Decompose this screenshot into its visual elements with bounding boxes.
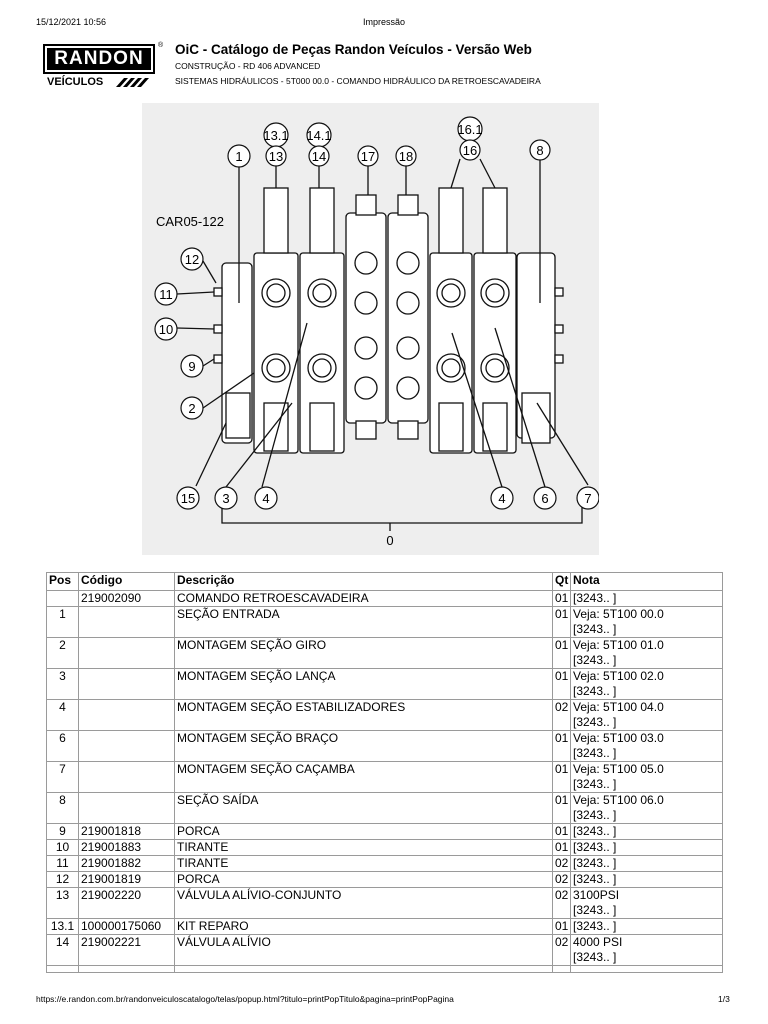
note-line: Veja: 5T100 06.0 (573, 793, 664, 807)
callout-label: 4 (498, 491, 506, 506)
callout-label: 10 (158, 322, 174, 337)
note-line: Veja: 5T100 02.0 (573, 669, 664, 683)
table-row-empty (47, 966, 723, 973)
callout-label: 0 (386, 533, 394, 548)
cell-qty: 02 (553, 856, 571, 872)
footer-page-number: 1/3 (718, 994, 730, 1004)
cell-code (79, 793, 175, 824)
note-line-ref: [3243.. ] (573, 653, 617, 667)
cell-code (79, 638, 175, 669)
note-line-ref: [3243.. ] (573, 950, 617, 964)
column-header-qty: Qt (553, 573, 571, 591)
callout-label: 4 (262, 491, 270, 506)
table-row (47, 919, 723, 935)
cell-pos: 3 (47, 669, 79, 700)
cell-empty (175, 966, 553, 973)
cell-pos: 4 (47, 700, 79, 731)
column-header-code: Código (79, 573, 175, 591)
cell-code: 219002090 (79, 591, 175, 607)
note-line: Veja: 5T100 03.0 (573, 731, 664, 745)
cell-qty: 01 (553, 824, 571, 840)
cell-description: KIT REPARO (175, 919, 553, 935)
table-row (47, 935, 723, 966)
cell-description: PORCA (175, 872, 553, 888)
table-row (47, 856, 723, 872)
cell-note (571, 856, 723, 872)
cell-note (571, 638, 723, 669)
cell-pos (47, 591, 79, 607)
cell-empty (571, 966, 723, 973)
cell-note (571, 872, 723, 888)
cell-pos: 2 (47, 638, 79, 669)
callout-label: 17 (360, 149, 376, 164)
cell-note (571, 762, 723, 793)
cell-description: MONTAGEM SEÇÃO GIRO (175, 638, 553, 669)
cell-description: MONTAGEM SEÇÃO CAÇAMBA (175, 762, 553, 793)
note-line: [3243.. ] (573, 872, 617, 886)
print-title: Impressão (362, 17, 406, 27)
cell-description: SEÇÃO ENTRADA (175, 607, 553, 638)
callout-label: 16.1 (457, 122, 483, 137)
page-title: OiC - Catálogo de Peças Randon Veículos - Versão Web (175, 42, 532, 57)
note-line: [3243.. ] (573, 919, 617, 933)
cell-qty: 01 (553, 840, 571, 856)
cell-pos: 6 (47, 731, 79, 762)
cell-note (571, 731, 723, 762)
cell-code: 100000175060 (79, 919, 175, 935)
column-header-description: Descrição (175, 573, 553, 591)
cell-note (571, 669, 723, 700)
cell-pos: 13.1 (47, 919, 79, 935)
logo-subtitle: VEÍCULOS (47, 76, 104, 88)
table-row (47, 638, 723, 669)
cell-code: 219002220 (79, 888, 175, 919)
cell-note (571, 824, 723, 840)
callout-label: 13 (268, 149, 284, 164)
note-line-ref: [3243.. ] (573, 684, 617, 698)
note-line: Veja: 5T100 00.0 (573, 607, 664, 621)
footer-url: https://e.randon.com.br/randonveiculoscatalogo/telas/popup.html?titulo=printPopTitulo&pagina=printPopPagina (36, 994, 454, 1004)
cell-qty: 02 (553, 700, 571, 731)
cell-description: MONTAGEM SEÇÃO BRAÇO (175, 731, 553, 762)
cell-description: PORCA (175, 824, 553, 840)
cell-description: VÁLVULA ALÍVIO-CONJUNTO (175, 888, 553, 919)
table-row (47, 607, 723, 638)
cell-description: MONTAGEM SEÇÃO LANÇA (175, 669, 553, 700)
cell-note (571, 919, 723, 935)
note-line: [3243.. ] (573, 824, 617, 838)
cell-pos: 9 (47, 824, 79, 840)
callout-label: 14 (311, 149, 327, 164)
logo-brand: RANDON (47, 48, 151, 70)
cell-code (79, 731, 175, 762)
cell-pos: 7 (47, 762, 79, 793)
breadcrumb-model: CONSTRUÇÃO - RD 406 ADVANCED (175, 61, 321, 71)
callout-label: 12 (184, 252, 200, 267)
cell-qty: 01 (553, 919, 571, 935)
cell-code: 219001819 (79, 872, 175, 888)
column-header-note: Nota (571, 573, 723, 591)
cell-description: VÁLVULA ALÍVIO (175, 935, 553, 966)
table-row (47, 824, 723, 840)
cell-empty (553, 966, 571, 973)
note-line-ref: [3243.. ] (573, 903, 617, 917)
table-row (47, 840, 723, 856)
cell-description: SEÇÃO SAÍDA (175, 793, 553, 824)
cell-qty: 01 (553, 762, 571, 793)
callout-label: 6 (541, 491, 549, 506)
cell-note (571, 935, 723, 966)
cell-description: MONTAGEM SEÇÃO ESTABILIZADORES (175, 700, 553, 731)
hydraulic-valve-drawing (142, 103, 599, 555)
cell-note (571, 591, 723, 607)
cell-note (571, 888, 723, 919)
exploded-view-diagram (142, 103, 599, 555)
cell-qty: 02 (553, 872, 571, 888)
note-line: [3243.. ] (573, 840, 617, 854)
cell-note (571, 793, 723, 824)
cell-note (571, 840, 723, 856)
cell-qty: 01 (553, 607, 571, 638)
table-row (47, 669, 723, 700)
callout-label: 1 (235, 149, 243, 164)
cell-qty: 01 (553, 591, 571, 607)
callout-label: 16 (462, 143, 478, 158)
cell-qty: 02 (553, 888, 571, 919)
cell-qty: 01 (553, 638, 571, 669)
cell-empty (47, 966, 79, 973)
callout-label: 14.1 (306, 128, 332, 143)
cell-code (79, 762, 175, 793)
note-line: 4000 PSI (573, 935, 623, 949)
print-datetime: 15/12/2021 10:56 (36, 17, 107, 27)
note-line-ref: [3243.. ] (573, 808, 617, 822)
cell-qty: 01 (553, 731, 571, 762)
note-line-ref: [3243.. ] (573, 746, 617, 760)
cell-pos: 10 (47, 840, 79, 856)
table-row (47, 731, 723, 762)
callout-label: 9 (188, 359, 196, 374)
note-line: Veja: 5T100 04.0 (573, 700, 664, 714)
table-row (47, 888, 723, 919)
cell-description: TIRANTE (175, 856, 553, 872)
cell-code: 219001818 (79, 824, 175, 840)
callout-label: 3 (222, 491, 230, 506)
cell-code: 219001883 (79, 840, 175, 856)
note-line-ref: [3243.. ] (573, 715, 617, 729)
cell-pos: 13 (47, 888, 79, 919)
cell-pos: 11 (47, 856, 79, 872)
table-row (47, 700, 723, 731)
callout-label: 2 (188, 401, 196, 416)
cell-note (571, 607, 723, 638)
cell-qty: 02 (553, 935, 571, 966)
cell-qty: 01 (553, 793, 571, 824)
callout-label: 15 (180, 491, 196, 506)
randon-logo (43, 44, 155, 74)
cell-description: TIRANTE (175, 840, 553, 856)
callout-label: 8 (536, 143, 544, 158)
note-line-ref: [3243.. ] (573, 777, 617, 791)
table-row (47, 872, 723, 888)
cell-pos: 12 (47, 872, 79, 888)
callout-label: 18 (398, 149, 414, 164)
cell-pos: 8 (47, 793, 79, 824)
cell-code (79, 669, 175, 700)
cell-pos: 1 (47, 607, 79, 638)
note-line: [3243.. ] (573, 591, 617, 605)
cell-code: 219001882 (79, 856, 175, 872)
parts-table (46, 572, 723, 973)
table-row (47, 793, 723, 824)
logo-registered-mark: ® (158, 42, 164, 49)
column-header-pos: Pos (47, 573, 79, 591)
breadcrumb-system: SISTEMAS HIDRÁULICOS - 5T000 00.0 - COMANDO HIDRÁULICO DA RETROESCAVADEIRA (175, 76, 541, 86)
note-line: Veja: 5T100 05.0 (573, 762, 664, 776)
cell-empty (79, 966, 175, 973)
cell-code (79, 700, 175, 731)
table-row (47, 762, 723, 793)
diagram-code: CAR05-122 (156, 214, 224, 229)
cell-note (571, 700, 723, 731)
callout-label: 7 (584, 491, 592, 506)
table-row (47, 591, 723, 607)
table-header-row (47, 573, 723, 591)
logo-stripes-icon (116, 77, 156, 89)
cell-pos: 14 (47, 935, 79, 966)
note-line-ref: [3243.. ] (573, 622, 617, 636)
note-line: [3243.. ] (573, 856, 617, 870)
cell-description: COMANDO RETROESCAVADEIRA (175, 591, 553, 607)
cell-code: 219002221 (79, 935, 175, 966)
note-line: Veja: 5T100 01.0 (573, 638, 664, 652)
cell-qty: 01 (553, 669, 571, 700)
callout-label: 13.1 (263, 128, 289, 143)
cell-code (79, 607, 175, 638)
note-line: 3100PSI (573, 888, 620, 902)
callout-label: 11 (159, 287, 173, 302)
